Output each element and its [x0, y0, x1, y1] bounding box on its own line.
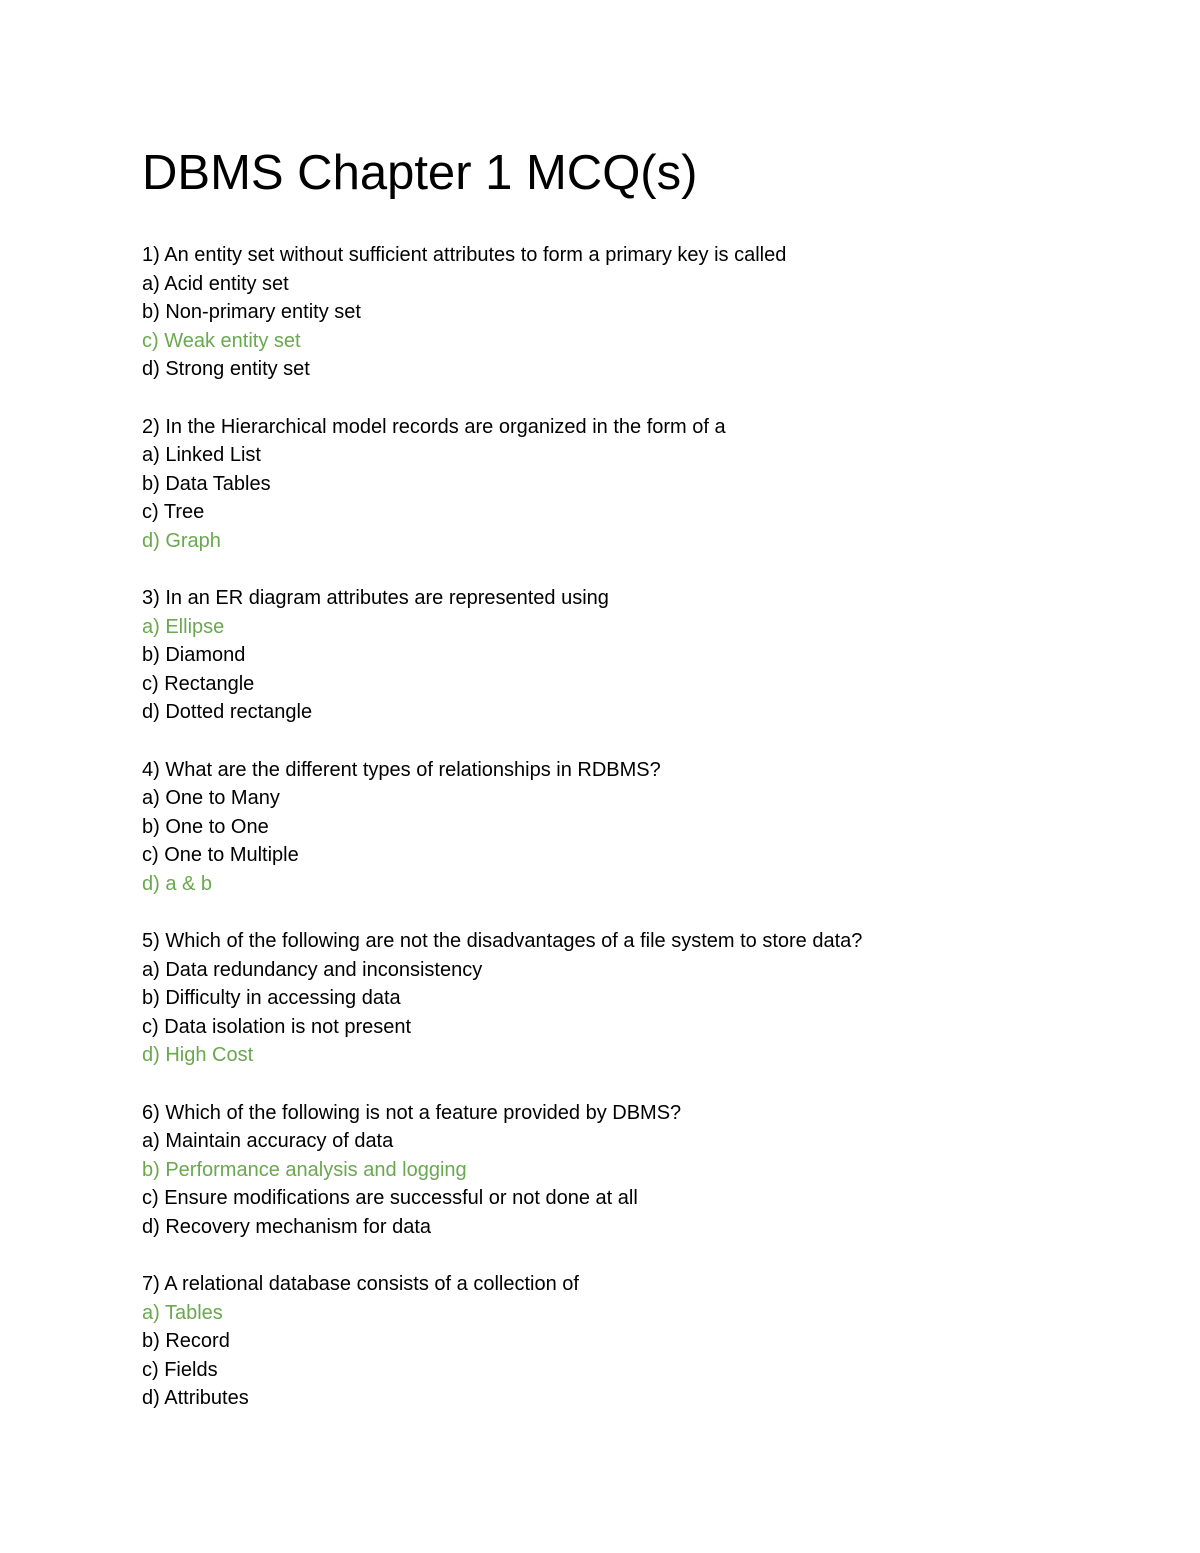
answer-option: d) Strong entity set: [142, 358, 310, 380]
question-block: [142, 1270, 1142, 1413]
correct-answer-option: b) Performance analysis and logging: [142, 1158, 467, 1181]
correct-answer-option: d) High Cost: [142, 1044, 254, 1066]
question-prompt: 3) In an ER diagram attributes are represented using: [142, 587, 609, 609]
answer-option: b) Diamond: [142, 644, 246, 666]
answer-option: c) One to Multiple: [142, 844, 299, 866]
question-prompt: 4) What are the different types of relationships in RDBMS?: [142, 758, 661, 781]
question-block: [142, 413, 1142, 556]
answer-option: a) One to Many: [142, 787, 280, 809]
answer-option: b) Non-primary entity set: [142, 301, 361, 323]
question-prompt: 7) A relational database consists of a collection of: [142, 1273, 579, 1295]
answer-option: b) Data Tables: [142, 472, 271, 495]
answer-option: a) Data redundancy and inconsistency: [142, 958, 483, 981]
question-prompt: 2) In the Hierarchical model records are organized in the form of a: [142, 415, 726, 438]
answer-option: b) One to One: [142, 815, 269, 838]
question-prompt: 6) Which of the following is not a feature provided by DBMS?: [142, 1101, 682, 1124]
question-block: [142, 927, 1142, 1070]
correct-answer-option: a) Tables: [142, 1301, 223, 1324]
document-page: [142, 143, 1142, 1442]
answer-option: a) Linked List: [142, 444, 261, 466]
answer-option: c) Tree: [142, 501, 205, 523]
answer-option: b) Difficulty in accessing data: [142, 987, 401, 1009]
question-list: [142, 241, 1142, 1413]
answer-option: d) Attributes: [142, 1387, 249, 1409]
answer-option: d) Dotted rectangle: [142, 701, 313, 723]
answer-option: c) Fields: [142, 1358, 218, 1381]
correct-answer-option: d) a & b: [142, 872, 213, 895]
correct-answer-option: d) Graph: [142, 529, 221, 552]
question-block: [142, 1099, 1142, 1242]
question-prompt: 1) An entity set without sufficient attributes to form a primary key is called: [142, 244, 787, 266]
question-block: [142, 756, 1142, 899]
correct-answer-option: c) Weak entity set: [142, 329, 301, 352]
question-prompt: 5) Which of the following are not the disadvantages of a file system to store data?: [142, 930, 863, 952]
answer-option: a) Maintain accuracy of data: [142, 1130, 394, 1152]
answer-option: c) Ensure modifications are successful or not done at all: [142, 1187, 638, 1209]
document-title: DBMS Chapter 1 MCQ(s): [142, 146, 698, 200]
answer-option: d) Recovery mechanism for data: [142, 1215, 432, 1238]
question-block: [142, 584, 1142, 727]
answer-option: a) Acid entity set: [142, 272, 289, 295]
question-block: [142, 241, 1142, 384]
answer-option: c) Data isolation is not present: [142, 1015, 412, 1038]
answer-option: c) Rectangle: [142, 672, 255, 695]
correct-answer-option: a) Ellipse: [142, 615, 225, 638]
answer-option: b) Record: [142, 1330, 230, 1352]
